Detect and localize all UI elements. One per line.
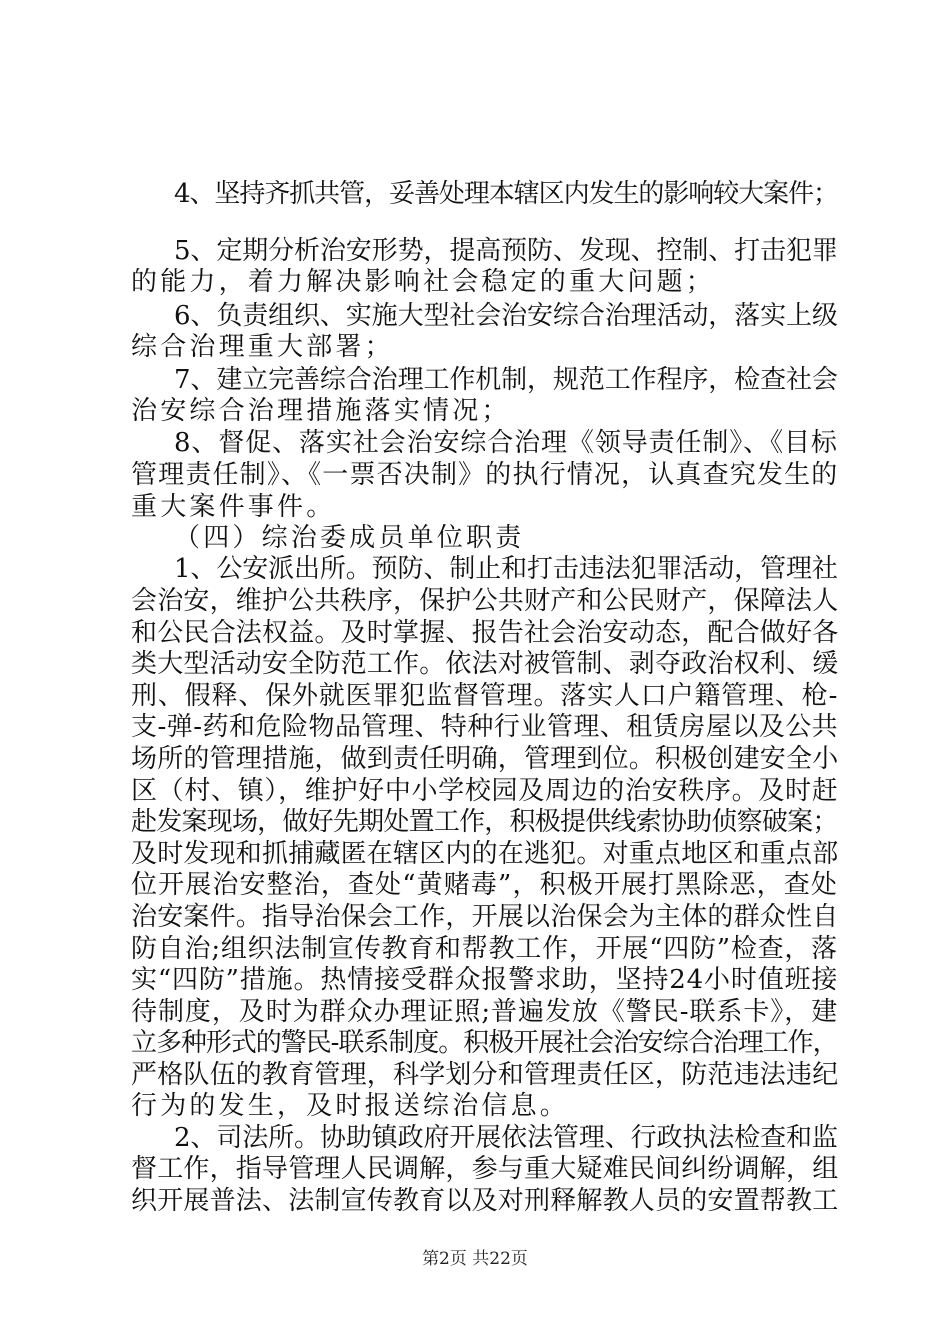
text-line: 督工作，指导管理人民调解，参与重大疑难民间纠纷调解，组 [131, 1154, 839, 1184]
text-line: 重大案件事件。 [131, 492, 336, 522]
text-line: 的能力，着力解决影响社会稳定的重大问题； [131, 267, 716, 297]
text-line: 严格队伍的教育管理，科学划分和管理责任区，防范违法违纪 [131, 1060, 839, 1090]
text-line: 5、定期分析治安形势，提高预防、发现、控制、打击犯罪 [174, 236, 838, 266]
text-line: 7、建立完善综合治理工作机制，规范工作程序，检查社会 [174, 365, 838, 395]
text-line: 及时发现和抓捕藏匿在辖区内的在逃犯。对重点地区和重点部 [131, 839, 839, 869]
text-line: 刑、假释、保外就医罪犯监督管理。落实人口户籍管理、枪- [131, 681, 839, 711]
text-line: 场所的管理措施，做到责任明确，管理到位。积极创建安全小 [131, 744, 839, 774]
text-line: 治安综合治理措施落实情况； [131, 396, 511, 426]
text-line: 支-弹-药和危险物品管理、特种行业管理、租赁房屋以及公共 [131, 712, 839, 742]
page-number-footer: 第2页 共22页 [422, 1249, 528, 1269]
text-line: 织开展普法、法制宣传教育以及对刑释解教人员的安置帮教工 [131, 1186, 839, 1216]
text-line: 管理责任制》、《一票否决制》的执行情况，认真查究发生的 [131, 460, 839, 490]
text-line: 赴发案现场，做好先期处置工作，积极提供线索协助侦察破案； [131, 807, 838, 837]
section-heading: （四）综治委成员单位职责 [174, 523, 525, 553]
text-line: 治安案件。指导治保会工作，开展以治保会为主体的群众性自 [131, 902, 839, 932]
text-line: 实“四防”措施。热情接受群众报警求助，坚持24小时值班接 [131, 965, 839, 995]
text-line: 立多种形式的警民-联系制度。积极开展社会治安综合治理工作， [131, 1028, 838, 1058]
text-line: 1、公安派出所。预防、制止和打击违法犯罪活动，管理社 [174, 554, 838, 584]
text-line: 综合治理重大部署； [131, 332, 394, 362]
text-line: 和公民合法权益。及时掌握、报告社会治安动态，配合做好各 [131, 618, 839, 648]
text-line: 防自治;组织法制宣传教育和帮教工作，开展“四防”检查，落 [131, 934, 838, 964]
text-line: 区（村、镇），维护好中小学校园及周边的治安秩序。及时赶 [131, 776, 839, 806]
text-line: 4、坚持齐抓共管，妥善处理本辖区内发生的影响较大案件； [174, 179, 838, 209]
text-line: 行为的发生，及时报送综治信息。 [131, 1091, 570, 1121]
text-line: 6、负责组织、实施大型社会治安综合治理活动，落实上级 [174, 301, 838, 331]
text-line: 待制度，及时为群众办理证照;普遍发放《警民-联系卡》，建 [131, 997, 839, 1027]
text-line: 位开展治安整治，查处“黄赌毒”，积极开展打黑除恶，查处 [131, 870, 838, 900]
text-line: 会治安，维护公共秩序，保护公共财产和公民财产，保障法人 [131, 586, 839, 616]
text-line: 8、督促、落实社会治安综合治理《领导责任制》、《目标 [174, 428, 838, 458]
text-line: 2、司法所。协助镇政府开展依法管理、行政执法检查和监 [174, 1123, 838, 1153]
text-line: 类大型活动安全防范工作。依法对被管制、剥夺政治权利、缓 [131, 649, 839, 679]
